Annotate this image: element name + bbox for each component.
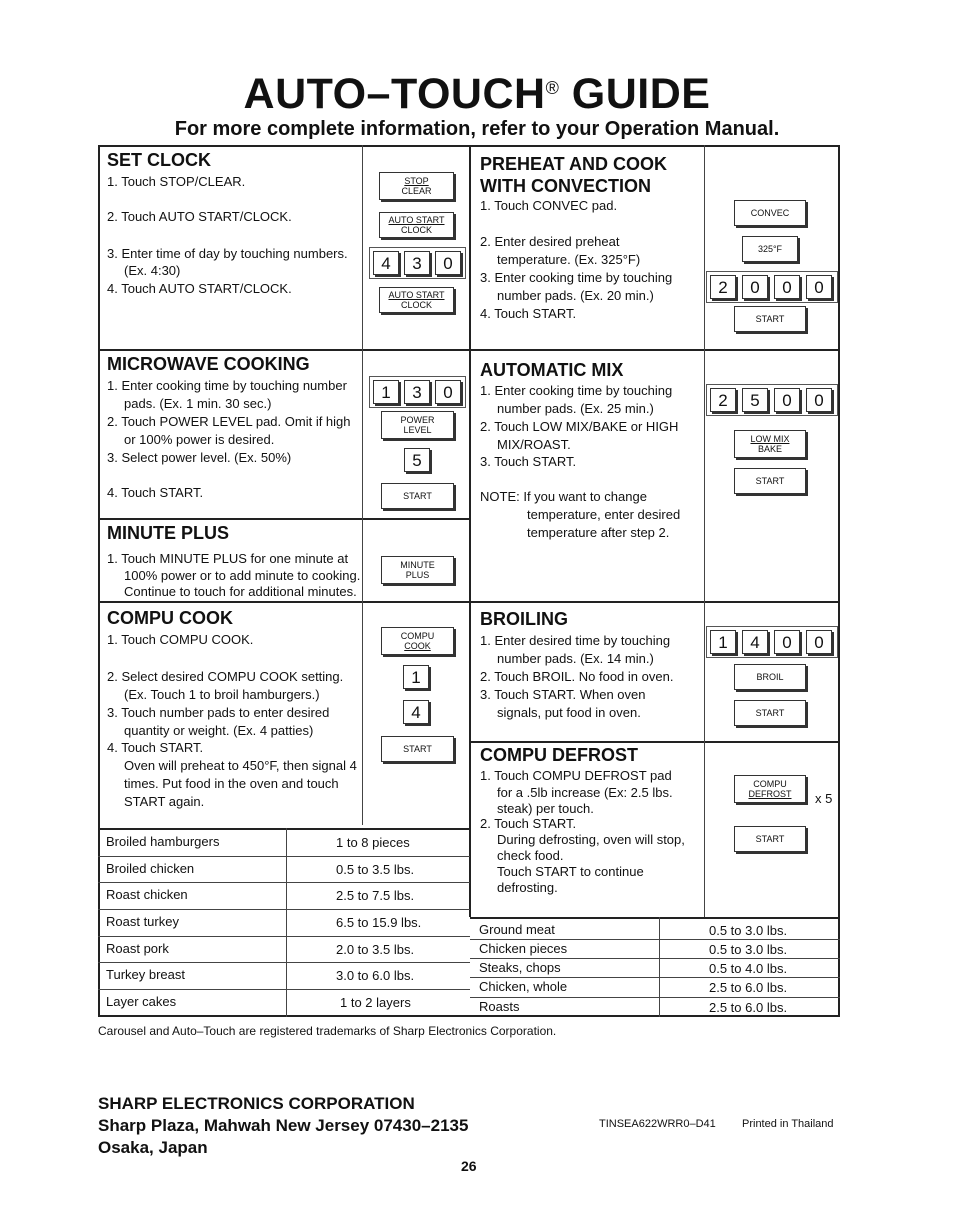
- number-key-0[interactable]: 0: [774, 275, 800, 299]
- minute-plus-step-1-cont: 100% power or to add minute to cooking.: [124, 568, 361, 583]
- number-key-1[interactable]: 1: [373, 380, 399, 404]
- compu-cook-table-line: [98, 882, 470, 883]
- number-key-1[interactable]: 1: [403, 665, 429, 689]
- compu-defrost-step-2-cont: During defrosting, oven will stop,: [497, 832, 685, 847]
- number-key-0[interactable]: 0: [435, 251, 461, 275]
- compu-defrost-step-2-cont-2: check food.: [497, 848, 564, 863]
- preheat-heading-line-2: WITH CONVECTION: [480, 176, 651, 196]
- compu-defrost-step-2-cont-4: defrosting.: [497, 880, 558, 895]
- compu-cook-key[interactable]: COMPU COOK: [381, 627, 454, 655]
- compu-defrost-start-key[interactable]: START: [734, 826, 806, 852]
- compu-defrost-table-line: [470, 977, 840, 978]
- compu-cook-step-1: 1. Touch COMPU COOK.: [107, 632, 254, 647]
- row-divider-minute: [98, 518, 470, 520]
- table-cell-food: Broiled chicken: [106, 861, 195, 876]
- table-cell-amount: 0.5 to 3.0 lbs.: [709, 923, 788, 938]
- table-cell-food: Steaks, chops: [479, 960, 561, 975]
- microwave-step-2: 2. Touch POWER LEVEL pad. Omit if high: [107, 414, 351, 429]
- broiling-step-1: 1. Enter desired time by touching: [480, 633, 671, 648]
- temperature-325-key[interactable]: 325°F: [742, 236, 798, 262]
- number-key-0[interactable]: 0: [435, 380, 461, 404]
- compu-cook-step-2-cont: (Ex. Touch 1 to broil hamburgers.): [124, 687, 320, 702]
- auto-mix-note-line-1: NOTE: If you want to change: [480, 489, 647, 504]
- table-cell-amount: 6.5 to 15.9 lbs.: [336, 915, 422, 930]
- number-key-2[interactable]: 2: [710, 388, 736, 412]
- number-key-0[interactable]: 0: [806, 630, 832, 654]
- preheat-step-1: 1. Touch CONVEC pad.: [480, 198, 618, 213]
- number-key-0[interactable]: 0: [742, 275, 768, 299]
- auto-mix-step-3: 3. Touch START.: [480, 454, 577, 469]
- table-cell-amount: 0.5 to 3.0 lbs.: [709, 942, 788, 957]
- auto-mix-step-1-cont: number pads. (Ex. 25 min.): [497, 401, 654, 416]
- registered-mark: ®: [545, 78, 560, 98]
- table-cell-amount: 2.5 to 6.0 lbs.: [709, 1000, 788, 1015]
- compu-cook-table-top: [98, 828, 470, 830]
- compu-cook-step-4-cont-2: times. Put food in the oven and touch: [124, 776, 339, 791]
- table-cell-food: Roast turkey: [106, 914, 179, 929]
- number-key-3[interactable]: 3: [404, 251, 430, 275]
- broiling-step-3-cont: signals, put food in oven.: [497, 705, 641, 720]
- corporation-name: SHARP ELECTRONICS CORPORATION: [98, 1094, 415, 1113]
- table-cell-food: Chicken, whole: [479, 979, 568, 994]
- low-mix-bake-key[interactable]: LOW MIX BAKE: [734, 430, 806, 458]
- broiling-start-key[interactable]: START: [734, 700, 806, 726]
- auto-mix-start-key[interactable]: START: [734, 468, 806, 494]
- microwave-step-2-cont: or 100% power is desired.: [124, 432, 275, 447]
- number-key-1[interactable]: 1: [710, 630, 736, 654]
- auto-start-clock-key[interactable]: AUTO START CLOCK: [379, 212, 454, 238]
- compu-defrost-table-line: [470, 958, 840, 959]
- auto-mix-heading: AUTOMATIC MIX: [480, 360, 624, 380]
- set-clock-step-2: 2. Touch AUTO START/CLOCK.: [107, 209, 292, 224]
- set-clock-step-3: 3. Enter time of day by touching numbers.: [107, 246, 348, 261]
- center-divider: [469, 145, 471, 917]
- table-cell-amount: 1 to 2 layers: [340, 995, 411, 1010]
- compu-cook-step-3: 3. Touch number pads to enter desired: [107, 705, 330, 720]
- defrost-times-label: x 5: [815, 791, 833, 806]
- auto-mix-note-line-3: temperature after step 2.: [527, 525, 670, 540]
- broiling-step-1-cont: number pads. (Ex. 14 min.): [497, 651, 654, 666]
- auto-mix-step-2-cont: MIX/ROAST.: [497, 437, 571, 452]
- broiling-step-2: 2. Touch BROIL. No food in oven.: [480, 669, 674, 684]
- stop-clear-key[interactable]: STOP CLEAR: [379, 172, 454, 200]
- minute-plus-step-1: 1. Touch MINUTE PLUS for one minute at: [107, 551, 349, 566]
- compu-defrost-step-1: 1. Touch COMPU DEFROST pad: [480, 768, 672, 783]
- table-cell-amount: 0.5 to 3.5 lbs.: [336, 862, 415, 877]
- compu-cook-table-line: [98, 936, 470, 937]
- table-cell-food: Turkey breast: [106, 967, 185, 982]
- corporation-location: Osaka, Japan: [98, 1138, 208, 1157]
- row-divider-2: [98, 601, 840, 603]
- preheat-step-3-cont: number pads. (Ex. 20 min.): [497, 288, 654, 303]
- compu-defrost-step-1-cont: for a .5lb increase (Ex: 2.5 lbs.: [497, 785, 673, 800]
- number-key-2[interactable]: 2: [710, 275, 736, 299]
- microwave-heading: MICROWAVE COOKING: [107, 354, 310, 374]
- auto-start-clock-key-2[interactable]: AUTO START CLOCK: [379, 287, 454, 313]
- number-key-3[interactable]: 3: [404, 380, 430, 404]
- table-cell-food: Roast chicken: [106, 887, 188, 902]
- table-cell-amount: 3.0 to 6.0 lbs.: [336, 968, 415, 983]
- number-key-0[interactable]: 0: [774, 630, 800, 654]
- preheat-step-4: 4. Touch START.: [480, 306, 577, 321]
- table-cell-amount: 2.5 to 7.5 lbs.: [336, 888, 415, 903]
- compu-defrost-table-line: [470, 997, 840, 998]
- set-clock-step-4: 4. Touch AUTO START/CLOCK.: [107, 281, 292, 296]
- minute-plus-key[interactable]: MINUTE PLUS: [381, 556, 454, 584]
- row-divider-defrost: [470, 741, 840, 743]
- compu-cook-step-3-cont: quantity or weight. (Ex. 4 patties): [124, 723, 314, 738]
- minute-plus-heading: MINUTE PLUS: [107, 523, 230, 543]
- number-key-4[interactable]: 4: [373, 251, 399, 275]
- compu-cook-table-line: [98, 989, 470, 990]
- compu-defrost-table-line: [470, 939, 840, 940]
- number-key-5[interactable]: 5: [404, 448, 430, 472]
- power-level-key[interactable]: POWER LEVEL: [381, 411, 454, 439]
- compu-cook-step-2: 2. Select desired COMPU COOK setting.: [107, 669, 344, 684]
- compu-cook-heading: COMPU COOK: [107, 608, 233, 628]
- broil-key[interactable]: BROIL: [734, 664, 806, 690]
- number-key-5[interactable]: 5: [742, 388, 768, 412]
- table-cell-amount: 0.5 to 4.0 lbs.: [709, 961, 788, 976]
- compu-cook-start-key[interactable]: START: [381, 736, 454, 762]
- set-clock-step-3-example: (Ex. 4:30): [124, 263, 181, 278]
- microwave-step-1: 1. Enter cooking time by touching number: [107, 378, 347, 393]
- compu-cook-step-4: 4. Touch START.: [107, 740, 204, 755]
- left-key-column-divider: [362, 145, 363, 825]
- compu-cook-step-4-cont-3: START again.: [124, 794, 205, 809]
- table-cell-food: Roast pork: [106, 941, 169, 956]
- auto-mix-step-2: 2. Touch LOW MIX/BAKE or HIGH: [480, 419, 679, 434]
- table-cell-amount: 2.5 to 6.0 lbs.: [709, 980, 788, 995]
- compu-defrost-heading: COMPU DEFROST: [480, 745, 639, 765]
- preheat-step-2-cont: temperature. (Ex. 325°F): [497, 252, 641, 267]
- table-cell-food: Ground meat: [479, 922, 555, 937]
- compu-defrost-step-1-cont-2: steak) per touch.: [497, 801, 594, 816]
- trademark-notice: Carousel and Auto–Touch are registered trademarks of Sharp Electronics Corporation.: [98, 1024, 557, 1038]
- microwave-step-3: 3. Select power level. (Ex. 50%): [107, 450, 292, 465]
- preheat-start-key[interactable]: START: [734, 306, 806, 332]
- number-key-0[interactable]: 0: [774, 388, 800, 412]
- compu-defrost-table-top: [470, 917, 840, 919]
- page-subtitle: For more complete information, refer to your Operation Manual.: [174, 118, 780, 140]
- auto-mix-step-1: 1. Enter cooking time by touching: [480, 383, 673, 398]
- preheat-heading-line-1: PREHEAT AND COOK: [480, 154, 668, 174]
- broiling-heading: BROILING: [480, 609, 568, 629]
- compu-defrost-step-2-cont-3: Touch START to continue: [497, 864, 644, 879]
- minute-plus-step-1-cont-2: Continue to touch for additional minutes.: [124, 584, 357, 599]
- printed-in: Printed in Thailand: [742, 1118, 834, 1130]
- broiling-step-3: 3. Touch START. When oven: [480, 687, 646, 702]
- compu-defrost-table-column-divider: [659, 917, 660, 1017]
- document-code: TINSEA622WRR0–D41: [599, 1118, 716, 1130]
- compu-cook-step-4-cont: Oven will preheat to 450°F, then signal 4: [124, 758, 357, 773]
- table-cell-food: Layer cakes: [106, 994, 177, 1009]
- table-cell-food: Chicken pieces: [479, 941, 568, 956]
- compu-defrost-key[interactable]: COMPU DEFROST: [734, 775, 806, 803]
- row-divider-1: [98, 349, 840, 351]
- set-clock-heading: SET CLOCK: [107, 150, 212, 170]
- number-key-0[interactable]: 0: [806, 388, 832, 412]
- preheat-step-2: 2. Enter desired preheat: [480, 234, 620, 249]
- microwave-step-1-cont: pads. (Ex. 1 min. 30 sec.): [124, 396, 272, 411]
- right-key-column-divider: [704, 145, 705, 917]
- table-cell-amount: 1 to 8 pieces: [336, 835, 410, 850]
- page-number: 26: [461, 1158, 477, 1174]
- compu-cook-table-line: [98, 909, 470, 910]
- microwave-start-key[interactable]: START: [381, 483, 454, 509]
- table-cell-food: Broiled hamburgers: [106, 834, 220, 849]
- auto-mix-note-line-2: temperature, enter desired: [527, 507, 681, 522]
- number-key-4[interactable]: 4: [742, 630, 768, 654]
- microwave-step-4: 4. Touch START.: [107, 485, 204, 500]
- set-clock-step-1: 1. Touch STOP/CLEAR.: [107, 174, 246, 189]
- table-cell-food: Roasts: [479, 999, 520, 1014]
- convec-key[interactable]: CONVEC: [734, 200, 806, 226]
- number-key-0[interactable]: 0: [806, 275, 832, 299]
- compu-cook-table-line: [98, 962, 470, 963]
- page-title: AUTO–TOUCH® GUIDE: [243, 70, 711, 118]
- compu-defrost-step-2: 2. Touch START.: [480, 816, 577, 831]
- table-cell-amount: 2.0 to 3.5 lbs.: [336, 942, 415, 957]
- corporation-address: Sharp Plaza, Mahwah New Jersey 07430–2135: [98, 1116, 469, 1135]
- number-key-4[interactable]: 4: [403, 700, 429, 724]
- compu-cook-table-line: [98, 856, 470, 857]
- preheat-step-3: 3. Enter cooking time by touching: [480, 270, 673, 285]
